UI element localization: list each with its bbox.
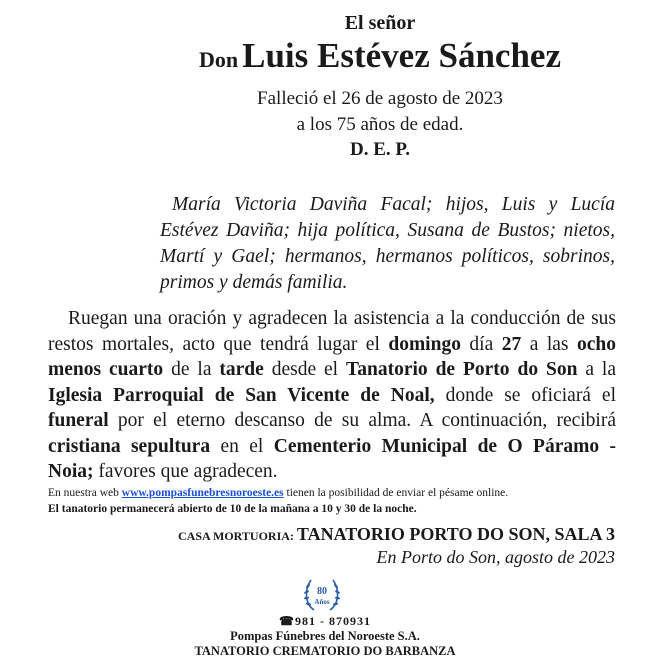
service-paragraph bbox=[48, 306, 616, 485]
phone-icon: ☎ bbox=[279, 614, 295, 628]
service-burial: cristiana sepultura bbox=[48, 435, 211, 457]
service-origin: Tanatorio de Porto do Son bbox=[346, 359, 578, 380]
service-text: desde el bbox=[263, 359, 347, 380]
deceased-name: Luis Estévez Sánchez bbox=[242, 36, 561, 75]
web-note bbox=[48, 487, 648, 499]
service-text: a la bbox=[577, 359, 616, 380]
hours-note: El tanatorio permanecerá abierto de 10 de la mañana a 10 y 30 de la noche. bbox=[48, 503, 417, 515]
service-text: donde se oficiará el bbox=[434, 384, 616, 406]
rip-line: D. E. P. bbox=[349, 139, 410, 160]
web-note-suffix: tienen la posibilidad de enviar el pésame online. bbox=[283, 487, 509, 499]
service-text: día bbox=[460, 333, 502, 355]
logo-number: 80 bbox=[317, 586, 327, 597]
service-text: favores que agradecen. bbox=[93, 461, 278, 482]
mortuary-value: TANATORIO PORTO DO SON, SALA 3 bbox=[296, 524, 615, 544]
service-day: domingo bbox=[388, 333, 461, 355]
service-text: en el bbox=[210, 435, 274, 457]
service-period: tarde bbox=[219, 359, 264, 380]
service-time: ocho menos cuarto bbox=[48, 333, 616, 380]
service-church: Iglesia Parroquial de San Vicente de Noal, bbox=[48, 384, 435, 406]
laurel-logo-icon bbox=[301, 574, 343, 614]
mortuary-line bbox=[178, 524, 615, 545]
company-name: Pompas Fúnebres del Noroeste S.A. bbox=[230, 629, 420, 643]
service-funeral: funeral bbox=[48, 410, 109, 431]
service-text: a las bbox=[521, 333, 577, 355]
age-line: a los 75 años de edad. bbox=[296, 114, 464, 135]
phone-line bbox=[0, 614, 650, 629]
logo-word: Años bbox=[314, 598, 330, 606]
intro-line: El señor bbox=[344, 12, 416, 34]
mortuary-label: CASA MORTUORIA: bbox=[177, 529, 297, 543]
service-date: 27 bbox=[501, 333, 522, 355]
web-note-prefix: En nuestra web bbox=[48, 487, 122, 499]
place-date: En Porto do Son, agosto de 2023 bbox=[376, 547, 615, 567]
company-subtitle: TANATORIO CREMATORIO DO BARBANZA bbox=[194, 644, 456, 658]
service-cemetery: Cementerio Municipal de O Páramo - Noia; bbox=[48, 435, 617, 482]
service-text: por el eterno descanso de su alma. A continuación, recibirá bbox=[108, 410, 616, 431]
service-text: Ruegan una oración y agradecen la asistencia a la conducción de sus restos mortales, acto que tendrá lugar el bbox=[48, 308, 616, 355]
phone-number: 981 - 870931 bbox=[294, 614, 371, 628]
web-link[interactable]: www.pompasfunebresnoroeste.es bbox=[121, 487, 284, 499]
death-date: Falleció el 26 de agosto de 2023 bbox=[257, 88, 503, 109]
deceased-name-line bbox=[0, 36, 650, 76]
title-prefix: Don bbox=[198, 47, 239, 72]
service-text: de la bbox=[163, 359, 220, 380]
family-list: María Victoria Daviña Facal; hijos, Luis y Lucía Estévez Daviña; hija política, Susana de Bustos; nietos, Martí y Gael; hermanos, hermanos políticos, sobrinos, primos y demás familia. bbox=[160, 194, 615, 293]
